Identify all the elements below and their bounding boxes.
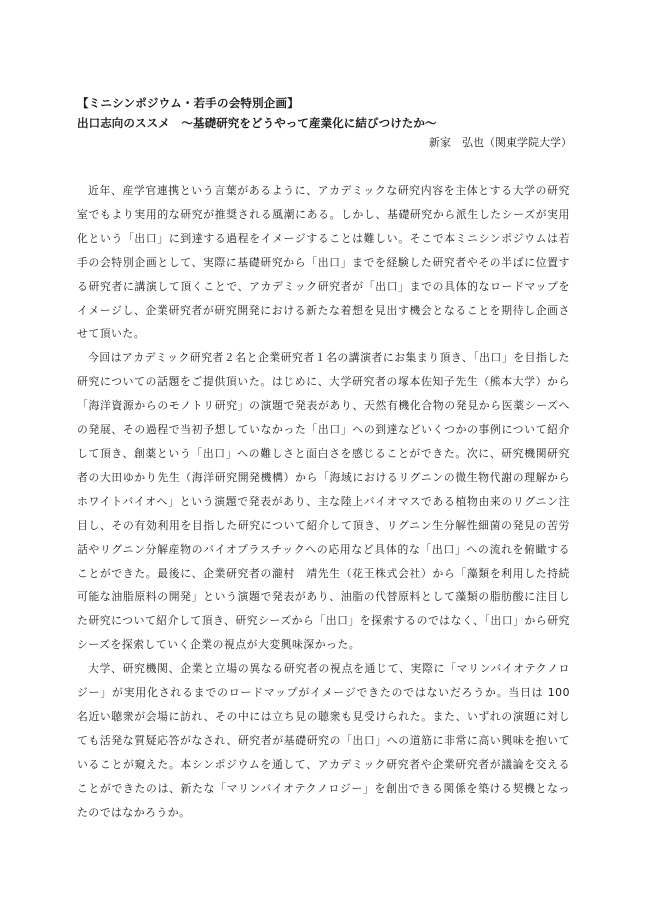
paragraph-speakers: 今回はアカデミック研究者２名と企業研究者１名の講演者にお集まり頂き、「出口」を目指した研究についての話題をご提供頂いた。はじめに、大学研究者の塚本佐知子先生（熊本大学）から「海洋資源からのモノトリ研究」の演題で発表があり、天然有機化合物の発見から医薬シーズへの発展、その過程で当初予想していなかった「出口」への到達などいくつかの事例について紹介して頂き、創薬という「出口」への難しさと面白さを感じることができた。次に、研究機関研究者の大田ゆかり先生（海洋研究開発機構）から「海域におけるリグニンの微生物代謝の理解からホワイトバイオへ」という演題で発表があり、主な陸上バイオマスである植物由来のリグニン注目し、その有効利用を目指した研究について紹介して頂き、リグニン生分解性細菌の発見の苦労話やリグニン分解産物のバイオプラスチックへの応用など具体的な「出口」への流れを俯瞰することができた。最後に、企業研究者の瀧村 靖先生（花王株式会社）から「藻類を利用した持続可能な油脂原料の開発」という演題で発表があり、油脂の代替原料として藻類の脂肪酸に注目した研究について紹介して頂き、研究シーズから「出口」を探索するのではなく、「出口」から研究シーズを探索していく企業の視点が大変興味深かった。 <box>77 351 570 652</box>
author-line: 新家 弘也（関東学院大学） <box>429 136 572 149</box>
article-body <box>77 179 570 824</box>
paragraph-conclusion: 大学、研究機関、企業と立場の異なる研究者の視点を通じて、実際に「マリンバイオテクノロジー」が実用化されるまでのロードマップがイメージできたのではないだろうか。当日は 100 名近い聴衆が会場に訪れ、その中には立ち見の聴衆も見受けられた。また、いずれの演題に対しても活発な質疑応答がなされ、研究者が基礎研究の「出口」への道筋に非常に高い興味を抱いていることが窺えた。本シンポジウムを通して、アカデミック研究者や企業研究者が議論を交えることができたのは、新たな「マリンバイオテクノロジー」を創出できる関係を築ける契機となったのではなかろうか。 <box>77 662 570 819</box>
paragraph-intro: 近年、産学官連携という言葉があるように、アカデミックな研究内容を主体とする大学の研究室でもより実用的な研究が推奨される風潮にある。しかし、基礎研究から派生したシーズが実用化という「出口」に到達する過程をイメージすることは難しい。そこで本ミニシンポジウムは若手の会特別企画として、実際に基礎研究から「出口」までを経験した研究者やその半ばに位置する研究者に講演して頂くことで、アカデミック研究者が「出口」までの具体的なロードマップをイメージし、企業研究者が研究開発における新たな着想を見出す機会となることを期待し企画させて頂いた。 <box>77 184 570 341</box>
article-title: 出口志向のススメ ～基礎研究をどうやって産業化に結びつけたか～ <box>77 116 437 130</box>
section-tag: 【ミニシンポジウム・若手の会特別企画】 <box>77 96 299 110</box>
article-header <box>77 93 577 153</box>
